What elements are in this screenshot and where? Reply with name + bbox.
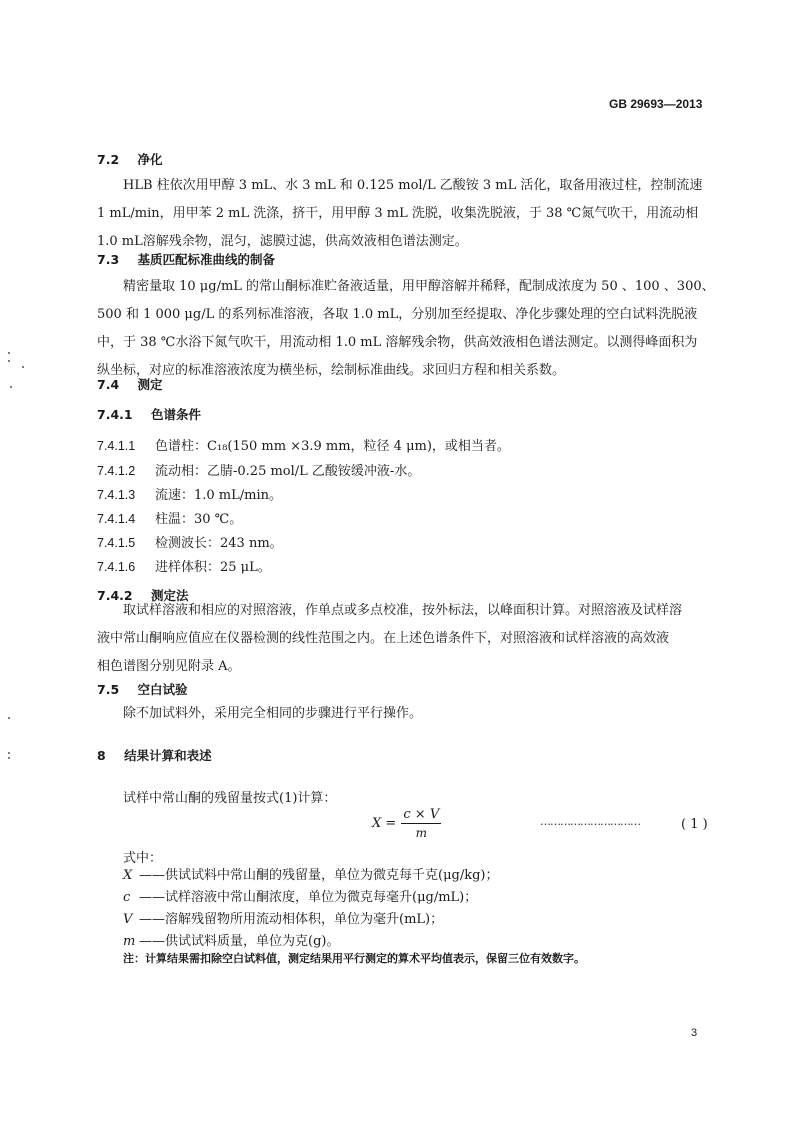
equation-number: ( 1 ): [681, 817, 708, 832]
section-number: 7.3: [97, 252, 120, 267]
definition-row: [123, 886, 477, 905]
paragraph-line: HLB 柱依次用甲醇 3 mL、水 3 mL 和 0.125 mol/L 乙酸铵 3 mL 活化，取备用液过柱，控制流速: [123, 178, 703, 193]
scan-speck: [8, 360, 10, 362]
condition-item: [97, 556, 271, 575]
section-heading-8: [97, 746, 212, 764]
item-number: 7.4.1.3: [97, 488, 136, 502]
section-title: 测定法: [150, 588, 189, 603]
section-title: 结果计算和表述: [124, 748, 212, 763]
definition-row: [123, 908, 443, 927]
section-title: 色谱条件: [150, 407, 201, 422]
scan-speck: [22, 366, 24, 368]
paragraph-line: 液中常山酮响应值应在仪器检测的线性范围之内。在上述色谱条件下，对照溶液和试样溶液的高效液: [97, 631, 670, 646]
definition-text: ——溶解残留物所用流动相体积，单位为毫升(mL)；: [139, 912, 444, 927]
note: 注：计算结果需扣除空白试料值，测定结果用平行测定的算术平均值表示，保留三位有效数字。: [123, 952, 585, 965]
calculation-intro: 试样中常山酮的残留量按式(1)计算：: [123, 791, 337, 806]
section-number: 7.5: [97, 682, 120, 697]
section-number: 8: [97, 748, 106, 763]
section-title: 净化: [137, 152, 163, 167]
item-text: 色谱柱：C₁₈(150 mm ×3.9 mm，粒径 4 μm)，或相当者。: [155, 439, 510, 454]
scan-speck: [8, 752, 10, 754]
paragraph-line: 500 和 1 000 μg/L 的系列标准溶液，各取 1.0 mL，分别加至经提取、净化步骤处理的空白试料洗脱液: [97, 307, 698, 322]
section-heading-7-4: [97, 375, 163, 393]
formula-fraction: [401, 807, 441, 840]
section-heading-7-5: [97, 680, 188, 698]
definition-row: [123, 864, 499, 883]
section-heading-7-4-1: [97, 405, 201, 423]
condition-item: [97, 484, 282, 503]
section-title: 空白试验: [137, 682, 188, 697]
item-text: 柱温：30 ℃。: [155, 512, 243, 527]
section-number: 7.4.1: [97, 407, 133, 422]
paragraph-line: 1.0 mL溶解残余物，混匀，滤膜过滤，供高效液相色谱法测定。: [97, 234, 468, 249]
scan-speck: [8, 757, 10, 759]
definition-symbol: X: [123, 868, 133, 883]
item-text: 流速：1.0 mL/min。: [155, 488, 283, 503]
formula-denominator: m: [415, 826, 427, 840]
paragraph-7-3: [97, 273, 727, 385]
item-number: 7.4.1.4: [97, 512, 136, 526]
paragraph-7-5: [123, 700, 422, 728]
section-title: 基质匹配标准曲线的制备: [137, 252, 276, 267]
section-number: 7.2: [97, 152, 120, 167]
standard-number: GB 29693—2013: [609, 97, 703, 111]
item-text: 流动相：乙腈-0.25 mol/L 乙酸铵缓冲液-水。: [155, 464, 421, 479]
condition-item: [97, 508, 242, 527]
condition-item: [97, 435, 510, 454]
scan-speck: [8, 352, 10, 354]
formula-numerator: c × V: [403, 807, 440, 822]
paragraph-line: 中，于 38 ℃水浴下氮气吹干，用流动相 1.0 mL 溶解残余物，供高效液相色谱法测定。以测得峰面积为: [97, 335, 698, 350]
definition-symbol: m: [123, 934, 136, 949]
item-number: 7.4.1.6: [97, 560, 136, 574]
paragraph-line: 精密量取 10 μg/mL 的常山酮标准贮备液适量，用甲醇溶解并稀释，配制成浓度为 50 、100 、300、: [123, 279, 715, 294]
section-number: 7.4.2: [97, 588, 133, 603]
scan-speck: [8, 717, 10, 719]
section-number: 7.4: [97, 377, 120, 392]
paragraph-line: 纵坐标，对应的标准溶液浓度为横坐标，绘制标准曲线。求回归方程和相关系数。: [97, 363, 566, 378]
formula-lhs: X =: [372, 816, 397, 831]
paragraph-line: 除不加试料外，采用完全相同的步骤进行平行操作。: [123, 706, 423, 721]
section-heading-7-2: [97, 150, 163, 168]
item-text: 检测波长：243 nm。: [155, 536, 283, 551]
section-title: 测定: [137, 377, 163, 392]
paragraph-line: 相色谱图分别见附录 A。: [97, 659, 241, 674]
paragraph-line: 取试样溶液和相应的对照溶液，作单点或多点校准，按外标法，以峰面积计算。对照溶液及试样溶: [123, 603, 683, 618]
paragraph-7-2: [97, 172, 727, 256]
definition-symbol: V: [123, 912, 133, 927]
paragraph-7-4-2: [97, 597, 727, 681]
definition-symbol: c: [123, 890, 131, 905]
paragraph-line: 1 mL/min，用甲苯 2 mL 洗涤，挤干，用甲醇 3 mL 洗脱，收集洗脱液，于 38 ℃氮气吹干，用流动相: [97, 206, 699, 221]
definition-text: ——供试试料中常山酮的残留量，单位为微克每千克(μg/kg)；: [139, 868, 499, 883]
definition-text: ——试样溶液中常山酮浓度，单位为微克每毫升(μg/mL)；: [139, 890, 478, 905]
condition-item: [97, 460, 420, 479]
definition-text: ——供试试料质量，单位为克(g)。: [139, 934, 340, 949]
section-heading-7-3: [97, 250, 275, 268]
condition-item: [97, 532, 283, 551]
item-number: 7.4.1.2: [97, 464, 136, 478]
definition-row: [123, 930, 339, 949]
page-number: 3: [691, 1027, 698, 1039]
where-label: 式中：: [123, 851, 163, 866]
item-text: 进样体积：25 μL。: [155, 560, 271, 575]
formula-leader: …………………………: [540, 815, 640, 828]
item-number: 7.4.1.5: [97, 536, 136, 550]
scan-speck: [10, 386, 12, 388]
item-number: 7.4.1.1: [97, 439, 136, 453]
formula: [372, 807, 441, 840]
